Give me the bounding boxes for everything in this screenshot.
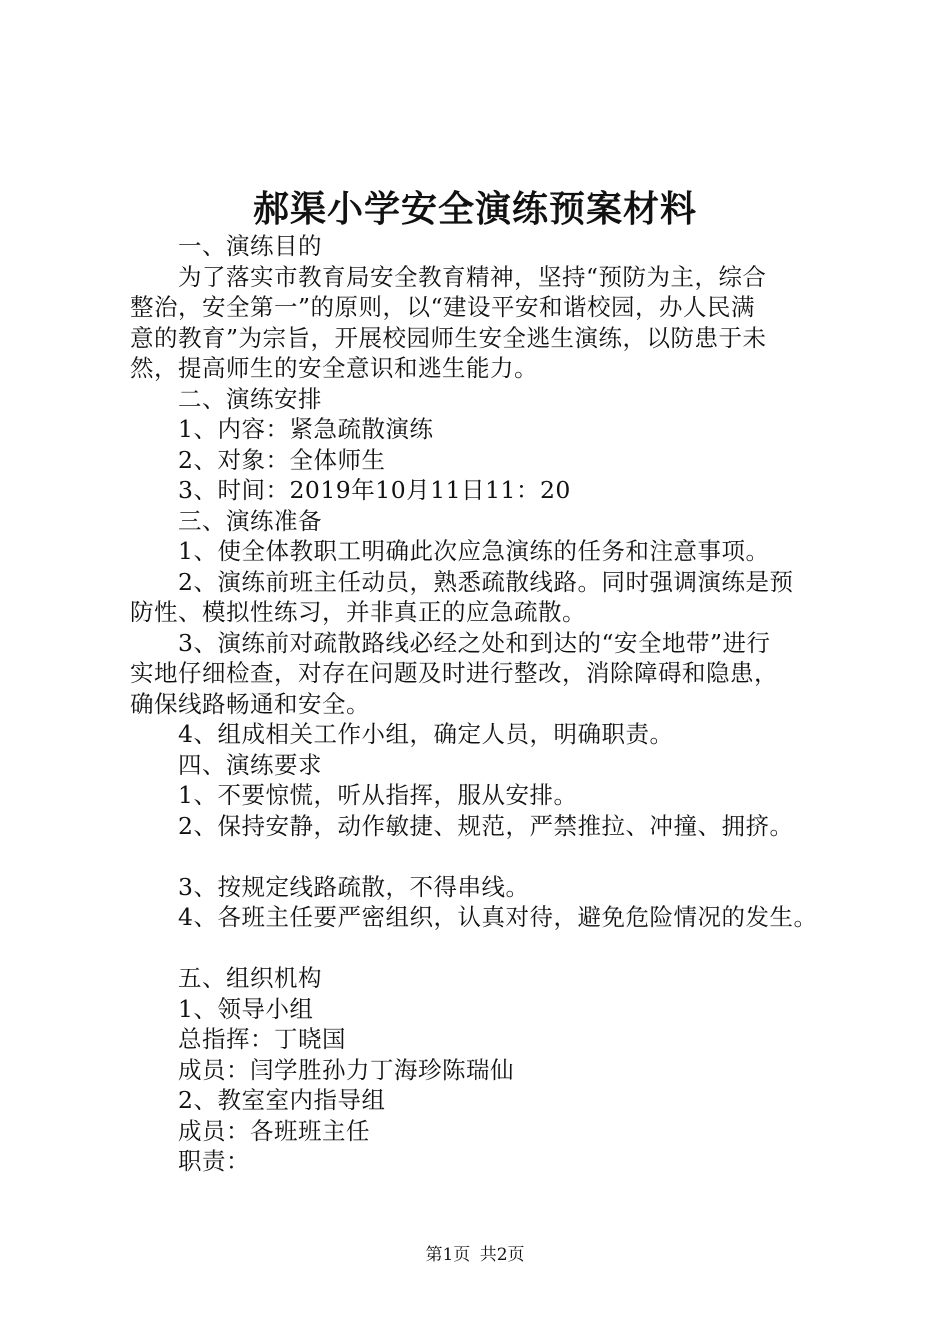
page-footer	[0, 1242, 950, 1268]
text-line: 2、教室室内指导组	[178, 1086, 386, 1114]
text-line: 4、组成相关工作小组，确定人员，明确职责。	[178, 720, 674, 748]
document-title: 郝渠小学安全演练预案材料	[252, 188, 697, 230]
text-line: 职责：	[178, 1147, 250, 1175]
text-line: 二、演练安排	[178, 384, 322, 413]
text-line: 一、演练目的	[178, 232, 322, 260]
text-line: 实地仔细检查，对存在问题及时进行整改，消除障碍和隐患，	[130, 659, 778, 687]
blank-line	[130, 841, 850, 872]
text-line: 成员：闫学胜孙力丁海珍陈瑞仙	[178, 1055, 514, 1084]
blank-line	[130, 933, 850, 964]
text-line: 2、保持安静，动作敏捷、规范，严禁推拉、冲撞、拥挤。	[178, 811, 794, 840]
text-line: 2、演练前班主任动员，熟悉疏散线路。同时强调演练是预	[178, 567, 794, 596]
document-body	[130, 231, 850, 1177]
text-line: 总指挥：丁晓国	[178, 1025, 346, 1053]
text-line: 为了落实市教育局安全教育精神，坚持“预防为主，综合	[178, 262, 767, 291]
text-line: 然，提高师生的安全意识和逃生能力。	[130, 354, 538, 382]
text-line: 3、时间：2019年10月11日11：20	[178, 476, 571, 504]
text-line: 1、不要惊慌，听从指挥，服从安排。	[178, 781, 578, 809]
text-line: 成员：各班班主任	[178, 1116, 370, 1145]
text-line: 整治，安全第一”的原则，以“建设平安和谐校园，办人民满	[130, 293, 756, 321]
text-line: 三、演练准备	[178, 506, 322, 535]
text-line: 3、按规定线路疏散，不得串线。	[178, 872, 530, 901]
text-line: 确保线路畅通和安全。	[130, 689, 370, 718]
text-line: 四、演练要求	[178, 750, 322, 779]
text-line: 意的教育”为宗旨，开展校园师生安全逃生演练，以防患于未	[130, 323, 767, 352]
text-line: 1、内容：紧急疏散演练	[178, 415, 434, 443]
text-line: 防性、模拟性练习，并非真正的应急疏散。	[130, 598, 586, 626]
page-total: 共2页	[479, 1245, 525, 1265]
text-line: 4、各班主任要严密组织，认真对待，避免危险情况的发生。	[178, 903, 818, 931]
text-line: 1、使全体教职工明确此次应急演练的任务和注意事项。	[178, 537, 770, 565]
page-number: 第1页	[425, 1245, 471, 1265]
text-line: 2、对象：全体师生	[178, 445, 386, 474]
text-line: 五、组织机构	[178, 964, 322, 992]
text-line: 3、演练前对疏散路线必经之处和到达的“安全地带”进行	[178, 628, 771, 657]
text-line: 1、领导小组	[178, 994, 314, 1023]
